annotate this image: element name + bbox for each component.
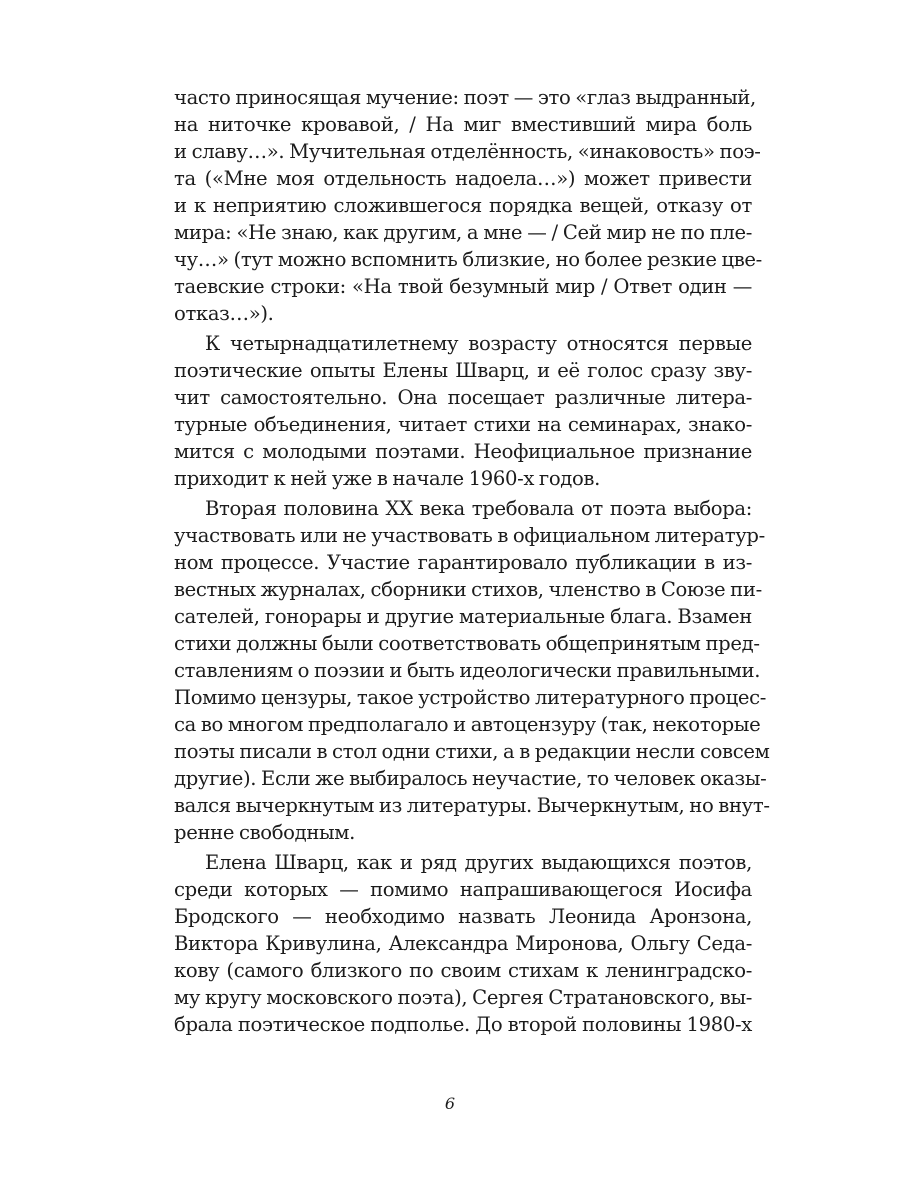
text-line: стихи должны были соответствовать общепринятым пред-: [174, 632, 760, 655]
text-line: му кругу московского поэта), Сергея Стратановского, вы-: [174, 986, 752, 1009]
body-text: [174, 84, 770, 1038]
text-line: приходит к ней уже в начале 1960-х годов.: [174, 467, 600, 490]
text-line: сателей, гонорары и другие материальные блага. Взамен: [174, 605, 752, 628]
text-line: мится с молодыми поэтами. Неофициальное признание: [174, 440, 752, 463]
text-line: Елена Шварц, как и ряд других выдающихся поэтов,: [205, 851, 752, 874]
text-line: отказ…»).: [174, 302, 274, 325]
text-line: та («Мне моя отдельность надоела…») может привести: [174, 167, 752, 190]
paragraph: [174, 849, 752, 1038]
text-line: и славу…». Мучительная отделённость, «инаковость» поэ-: [174, 140, 761, 163]
text-line: другие). Если же выбиралось неучастие, то человек оказы-: [174, 767, 767, 790]
text-line: ренне свободным.: [174, 821, 356, 844]
text-line: К четырнадцатилетнему возрасту относятся первые: [205, 332, 752, 355]
paragraph: [174, 84, 762, 327]
text-line: таевские строки: «На твой безумный мир / Ответ один —: [174, 275, 752, 298]
text-line: часто приносящая мучение: поэт — это «глаз выдранный,: [174, 86, 756, 109]
page-number: 6: [444, 1094, 456, 1113]
text-line: Виктора Кривулина, Александра Миронова, Ольгу Седа-: [174, 932, 752, 955]
text-line: Вторая половина XX века требовала от поэта выбора:: [205, 497, 752, 520]
text-line: Помимо цензуры, такое устройство литературного процес-: [174, 686, 767, 709]
text-line: и к неприятию сложившегося порядка вещей, отказу от: [174, 194, 752, 217]
text-line: ном процессе. Участие гарантировало публикации в из-: [174, 551, 752, 574]
text-line: поэты писали в стол одни стихи, а в редакции несли совсем: [174, 740, 770, 763]
text-line: ставлениям о поэзии и быть идеологически правильными.: [174, 659, 761, 682]
text-line: поэтические опыты Елены Шварц, и её голос сразу зву-: [174, 359, 752, 382]
text-line: турные объединения, читает стихи на семинарах, знако-: [174, 413, 752, 436]
text-line: Бродского — необходимо назвать Леонида Аронзона,: [174, 905, 752, 928]
text-line: среди которых — помимо напрашивающегося Иосифа: [174, 878, 752, 901]
text-line: вестных журналах, сборники стихов, членство в Союзе пи-: [174, 578, 762, 601]
text-line: брала поэтическое подполье. До второй половины 1980-х: [174, 1013, 752, 1036]
text-line: чу…» (тут можно вспомнить близкие, но более резкие цве-: [174, 248, 762, 271]
text-line: чит самостоятельно. Она посещает различные литера-: [174, 386, 752, 409]
text-line: мира: «Не знаю, как другим, а мне — / Сей мир не по пле-: [174, 221, 752, 244]
text-line: кову (самого близкого по своим стихам к ленинградско-: [174, 959, 752, 982]
paragraph: [174, 495, 770, 846]
paragraph: [174, 330, 752, 492]
text-line: участвовать или не участвовать в официальном литератур-: [174, 524, 765, 547]
text-line: на ниточке кровавой, / На миг вместивший мира боль: [174, 113, 752, 136]
text-line: са во многом предполагало и автоцензуру (так, некоторые: [174, 713, 761, 736]
text-line: вался вычеркнутым из литературы. Вычеркнутым, но внут-: [174, 794, 770, 817]
